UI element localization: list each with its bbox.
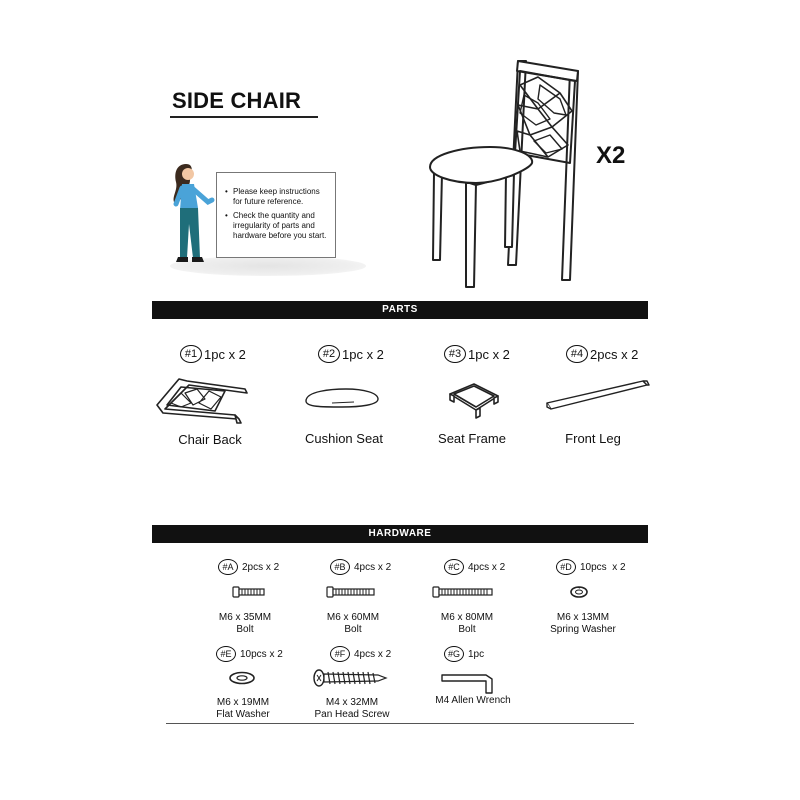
part-3-name: Seat Frame bbox=[438, 431, 506, 446]
hw-c-badge: #C bbox=[444, 559, 464, 575]
spring-washer-icon bbox=[569, 585, 589, 599]
person-illustration bbox=[168, 162, 218, 267]
notice-line-check: • Check the quantity and irregularity of parts and hardware before you start. bbox=[233, 211, 331, 241]
part-2-name: Cushion Seat bbox=[304, 431, 384, 446]
hw-d-header bbox=[556, 559, 626, 575]
side-chair-illustration bbox=[420, 55, 590, 290]
hw-b-size: M6 x 60MM bbox=[326, 612, 380, 623]
hw-b-name: Bolt bbox=[344, 624, 362, 635]
hw-a-header bbox=[218, 559, 279, 575]
hw-b-badge: #B bbox=[330, 559, 350, 575]
hw-c-label bbox=[417, 612, 517, 636]
bolt-80mm-icon bbox=[432, 584, 494, 600]
allen-wrench-icon bbox=[440, 671, 498, 695]
part-3-badge: #3 bbox=[444, 345, 466, 363]
hw-b-qty: 4pcs x 2 bbox=[354, 561, 392, 573]
hw-g-badge: #G bbox=[444, 646, 464, 662]
part-4-name: Front Leg bbox=[565, 431, 621, 446]
hw-c-header bbox=[444, 559, 505, 575]
hw-f-qty: 4pcs x 2 bbox=[354, 648, 392, 660]
bolt-35mm-icon bbox=[232, 584, 266, 600]
hw-b-label bbox=[303, 612, 403, 636]
hw-g-qty: 1pc bbox=[468, 648, 485, 660]
front-leg-icon bbox=[545, 377, 651, 413]
hw-e-badge: #E bbox=[216, 646, 236, 662]
notice-line-keep: • Please keep instructions for future reference. bbox=[233, 187, 331, 207]
hw-a-size: M6 x 35MM bbox=[218, 612, 272, 623]
hw-a-badge: #A bbox=[218, 559, 238, 575]
hw-d-label bbox=[533, 612, 633, 636]
part-3-header bbox=[444, 345, 510, 363]
hw-f-size: M4 x 32MM bbox=[325, 697, 379, 708]
flat-washer-icon bbox=[228, 671, 256, 685]
hw-e-name: Flat Washer bbox=[216, 709, 270, 720]
hw-b-header bbox=[330, 559, 391, 575]
hw-e-header bbox=[216, 646, 283, 662]
parts-section-header: PARTS bbox=[152, 301, 648, 319]
hw-c-qty: 4pcs x 2 bbox=[468, 561, 506, 573]
cushion-seat-icon bbox=[302, 385, 382, 411]
hardware-section-header: HARDWARE bbox=[152, 525, 648, 543]
chair-back-icon bbox=[155, 375, 250, 425]
hw-g-header bbox=[444, 646, 484, 662]
hw-a-name: Bolt bbox=[236, 624, 254, 635]
part-3-qty: 1pc x 2 bbox=[468, 346, 510, 362]
hw-f-header bbox=[330, 646, 391, 662]
bottom-divider bbox=[166, 723, 634, 724]
hw-f-badge: #F bbox=[330, 646, 350, 662]
hw-c-name: Bolt bbox=[458, 624, 476, 635]
title-underline bbox=[170, 116, 318, 118]
part-2-badge: #2 bbox=[318, 345, 340, 363]
pan-head-screw-icon bbox=[312, 668, 388, 688]
page-title: SIDE CHAIR bbox=[172, 88, 302, 113]
part-1-header bbox=[180, 345, 246, 363]
part-2-qty: 1pc x 2 bbox=[342, 346, 384, 362]
hw-e-qty: 10pcs x 2 bbox=[240, 648, 283, 660]
bolt-60mm-icon bbox=[326, 584, 376, 600]
hw-c-size: M6 x 80MM bbox=[440, 612, 494, 623]
hw-d-name: Spring Washer bbox=[550, 624, 616, 635]
hw-d-qty: 10pcs x 2 bbox=[580, 561, 626, 573]
part-4-qty: 2pcs x 2 bbox=[590, 346, 639, 362]
instruction-notice bbox=[216, 172, 336, 258]
hw-d-size: M6 x 13MM bbox=[556, 612, 610, 623]
hw-a-qty: 2pcs x 2 bbox=[242, 561, 280, 573]
hw-e-size: M6 x 19MM bbox=[216, 697, 270, 708]
part-1-qty: 1pc x 2 bbox=[204, 346, 246, 362]
hw-e-label bbox=[193, 697, 293, 721]
part-4-badge: #4 bbox=[566, 345, 588, 363]
seat-frame-icon bbox=[446, 382, 502, 422]
set-quantity-label: X2 bbox=[596, 142, 626, 169]
hw-a-label bbox=[195, 612, 295, 636]
part-1-name: Chair Back bbox=[178, 432, 242, 447]
part-4-header bbox=[566, 345, 638, 363]
hw-g-name: M4 Allen Wrench bbox=[435, 695, 511, 706]
hw-f-name: Pan Head Screw bbox=[314, 709, 390, 720]
part-1-badge: #1 bbox=[180, 345, 202, 363]
part-2-header bbox=[318, 345, 384, 363]
hw-f-label bbox=[302, 697, 402, 721]
hw-d-badge: #D bbox=[556, 559, 576, 575]
